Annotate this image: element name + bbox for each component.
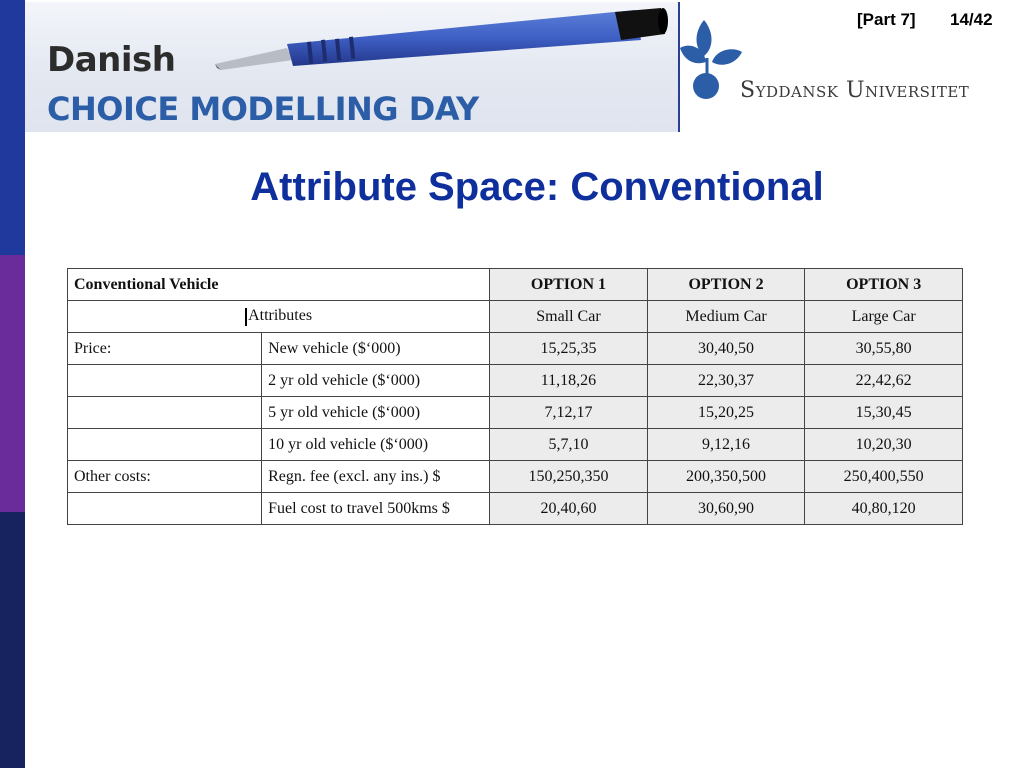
option-3-header: OPTION 3 (805, 269, 963, 301)
option-2-value: 30,40,50 (647, 333, 805, 365)
option-1-value: 11,18,26 (490, 365, 648, 397)
group-cell (68, 429, 262, 461)
option-3-value: 10,20,30 (805, 429, 963, 461)
option-2-value: 9,12,16 (647, 429, 805, 461)
car-size-small: Small Car (490, 301, 648, 333)
side-bar-purple (0, 255, 25, 512)
attributes-header-cell (68, 301, 490, 333)
option-2-value: 200,350,500 (647, 461, 805, 493)
side-bar-navy (0, 512, 25, 768)
option-1-value: 15,25,35 (490, 333, 648, 365)
option-2-value: 30,60,90 (647, 493, 805, 525)
option-3-value: 40,80,120 (805, 493, 963, 525)
option-2-header: OPTION 2 (647, 269, 805, 301)
option-3-value: 250,400,550 (805, 461, 963, 493)
attribute-cell: 2 yr old vehicle ($‘000) (262, 365, 490, 397)
group-cell: Price: (68, 333, 262, 365)
slide-title: Attribute Space: Conventional (250, 165, 824, 209)
option-1-value: 20,40,60 (490, 493, 648, 525)
side-color-bar (0, 0, 25, 768)
university-name: Syddansk Universitet (740, 78, 970, 103)
university-logo-icon (680, 18, 742, 108)
attribute-cell: Fuel cost to travel 500kms $ (262, 493, 490, 525)
table-row (68, 397, 963, 429)
option-3-value: 15,30,45 (805, 397, 963, 429)
table-row (68, 333, 963, 365)
attribute-cell: 10 yr old vehicle ($‘000) (262, 429, 490, 461)
group-cell (68, 365, 262, 397)
table-row (68, 493, 963, 525)
table-row (68, 429, 963, 461)
option-1-value: 150,250,350 (490, 461, 648, 493)
attribute-cell: New vehicle ($‘000) (262, 333, 490, 365)
table-row (68, 461, 963, 493)
group-cell (68, 397, 262, 429)
option-3-value: 30,55,80 (805, 333, 963, 365)
part-indicator: [Part 7] (857, 10, 916, 29)
attributes-label: Attributes (248, 307, 313, 325)
page-number: 14/42 (950, 10, 993, 29)
car-size-row (68, 301, 963, 333)
option-1-value: 7,12,17 (490, 397, 648, 429)
side-bar-blue (0, 0, 25, 255)
group-cell (68, 493, 262, 525)
option-1-value: 5,7,10 (490, 429, 648, 461)
option-2-value: 22,30,37 (647, 365, 805, 397)
attribute-table (67, 268, 963, 525)
option-1-header: OPTION 1 (490, 269, 648, 301)
car-size-medium: Medium Car (647, 301, 805, 333)
option-2-value: 15,20,25 (647, 397, 805, 429)
option-3-value: 22,42,62 (805, 365, 963, 397)
attribute-cell: 5 yr old vehicle ($‘000) (262, 397, 490, 429)
conference-banner (25, 2, 680, 132)
banner-title-danish: Danish (47, 40, 176, 80)
attribute-cell: Regn. fee (excl. any ins.) $ (262, 461, 490, 493)
group-cell: Other costs: (68, 461, 262, 493)
text-cursor (245, 308, 247, 326)
banner-title-event: CHOICE MODELLING DAY (47, 90, 479, 128)
corner-label: Conventional Vehicle (68, 269, 490, 301)
table-header-row (68, 269, 963, 301)
table-row (68, 365, 963, 397)
car-size-large: Large Car (805, 301, 963, 333)
